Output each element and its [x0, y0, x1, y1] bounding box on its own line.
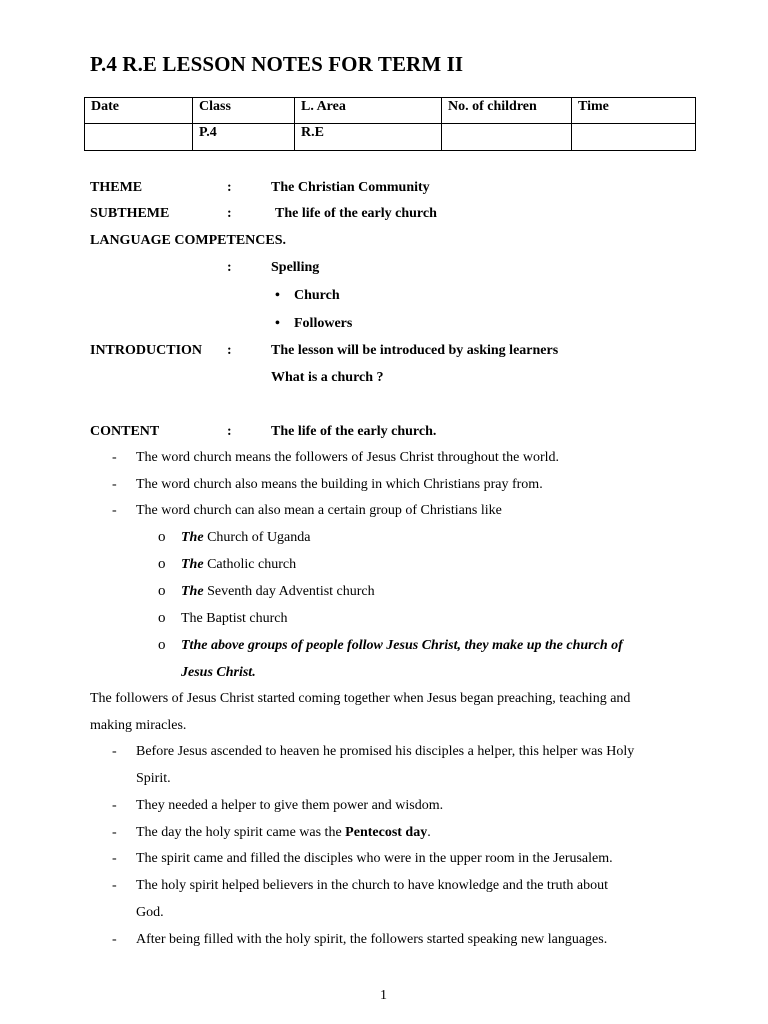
introduction-label: INTRODUCTION: [90, 343, 203, 358]
holy-spirit-item: They needed a helper to give them power and wisdom.: [136, 798, 444, 813]
circle-marker: o: [158, 529, 166, 545]
church-item-em: The: [181, 584, 204, 599]
church-item: [181, 611, 288, 627]
holy-spirit-item: [136, 825, 431, 841]
circle-marker: o: [158, 610, 166, 626]
holy-spirit-item: After being filled with the holy spirit, the followers started speaking new languages.: [136, 932, 608, 947]
church-note-line-1: Tthe above groups of people follow Jesus Christ, they make up the church of: [181, 638, 623, 653]
dash-marker: -: [112, 825, 117, 840]
subtheme-value: The life of the early church: [275, 206, 437, 221]
document-title: P.4 R.E LESSON NOTES FOR TERM II: [90, 52, 464, 76]
paragraph-line-1: The followers of Jesus Christ started coming together when Jesus began preaching, teaching and: [90, 691, 631, 706]
header-learning-area: L. Area: [295, 98, 442, 124]
theme-value: The Christian Community: [271, 180, 430, 195]
cell-date: [85, 124, 193, 151]
church-note-line-2: Jesus Christ.: [181, 665, 256, 680]
cell-no-of-children: [442, 124, 572, 151]
language-competences-colon: :: [227, 260, 232, 275]
holy-spirit-item-cont: God.: [136, 905, 164, 920]
subtheme-label: SUBTHEME: [90, 206, 170, 221]
dash-marker: -: [112, 503, 117, 518]
holy-spirit-item: Before Jesus ascended to heaven he promised his disciples a helper, this helper was Holy: [136, 744, 635, 759]
content-item: The word church also means the building in which Christians pray from.: [136, 477, 543, 492]
bullet-marker: •: [275, 288, 280, 303]
theme-label: THEME: [90, 180, 143, 195]
circle-marker: o: [158, 556, 166, 572]
subtheme-colon: :: [227, 206, 232, 221]
page-number: 1: [380, 988, 387, 1003]
language-competences-label: LANGUAGE COMPETENCES.: [90, 233, 287, 248]
theme-colon: :: [227, 180, 232, 195]
dash-marker: -: [112, 744, 117, 759]
church-item-text: Church of Uganda: [203, 530, 311, 545]
holy-spirit-item: The holy spirit helped believers in the church to have knowledge and the truth about: [136, 878, 608, 893]
header-time: Time: [572, 98, 696, 124]
header-no-of-children: No. of children: [442, 98, 572, 124]
pentecost-pre: The day the holy spirit came was the: [136, 825, 346, 840]
introduction-line-2: What is a church ?: [271, 370, 384, 385]
spelling-word: Followers: [294, 316, 353, 331]
circle-marker: o: [158, 583, 166, 599]
church-item-em: The: [181, 557, 204, 572]
dash-marker: -: [112, 851, 117, 866]
circle-marker: o: [158, 637, 166, 653]
lesson-info-table: [84, 97, 696, 151]
content-label: CONTENT: [90, 424, 160, 439]
dash-marker: -: [112, 477, 117, 492]
paragraph-line-2: making miracles.: [90, 718, 187, 733]
church-item-text: Seventh day Adventist church: [203, 584, 375, 599]
introduction-line-1: The lesson will be introduced by asking learners: [271, 343, 559, 358]
holy-spirit-item-cont: Spirit.: [136, 771, 171, 786]
church-item-text: The Baptist church: [181, 611, 288, 626]
content-heading: The life of the early church.: [271, 424, 437, 439]
church-item: [181, 557, 296, 573]
introduction-colon: :: [227, 343, 232, 358]
content-colon: :: [227, 424, 232, 439]
dash-marker: -: [112, 878, 117, 893]
table-header-row: [85, 98, 696, 124]
bullet-marker: •: [275, 316, 280, 331]
pentecost-day: Pentecost day: [345, 825, 428, 840]
cell-class: P.4: [193, 124, 295, 151]
content-item: The word church can also mean a certain group of Christians like: [136, 503, 502, 518]
pentecost-post: .: [427, 825, 431, 840]
content-item: The word church means the followers of Jesus Christ throughout the world.: [136, 450, 560, 465]
church-item-em: The: [181, 530, 204, 545]
cell-learning-area: R.E: [295, 124, 442, 151]
church-item: [181, 584, 375, 600]
church-item: [181, 530, 310, 546]
dash-marker: -: [112, 932, 117, 947]
cell-time: [572, 124, 696, 151]
holy-spirit-item: The spirit came and filled the disciples who were in the upper room in the Jerusalem.: [136, 851, 613, 866]
church-item-text: Catholic church: [203, 557, 297, 572]
dash-marker: -: [112, 798, 117, 813]
spelling-label: Spelling: [271, 260, 320, 275]
spelling-word: Church: [294, 288, 340, 303]
header-class: Class: [193, 98, 295, 124]
header-date: Date: [85, 98, 193, 124]
dash-marker: -: [112, 450, 117, 465]
table-row: [85, 124, 696, 151]
